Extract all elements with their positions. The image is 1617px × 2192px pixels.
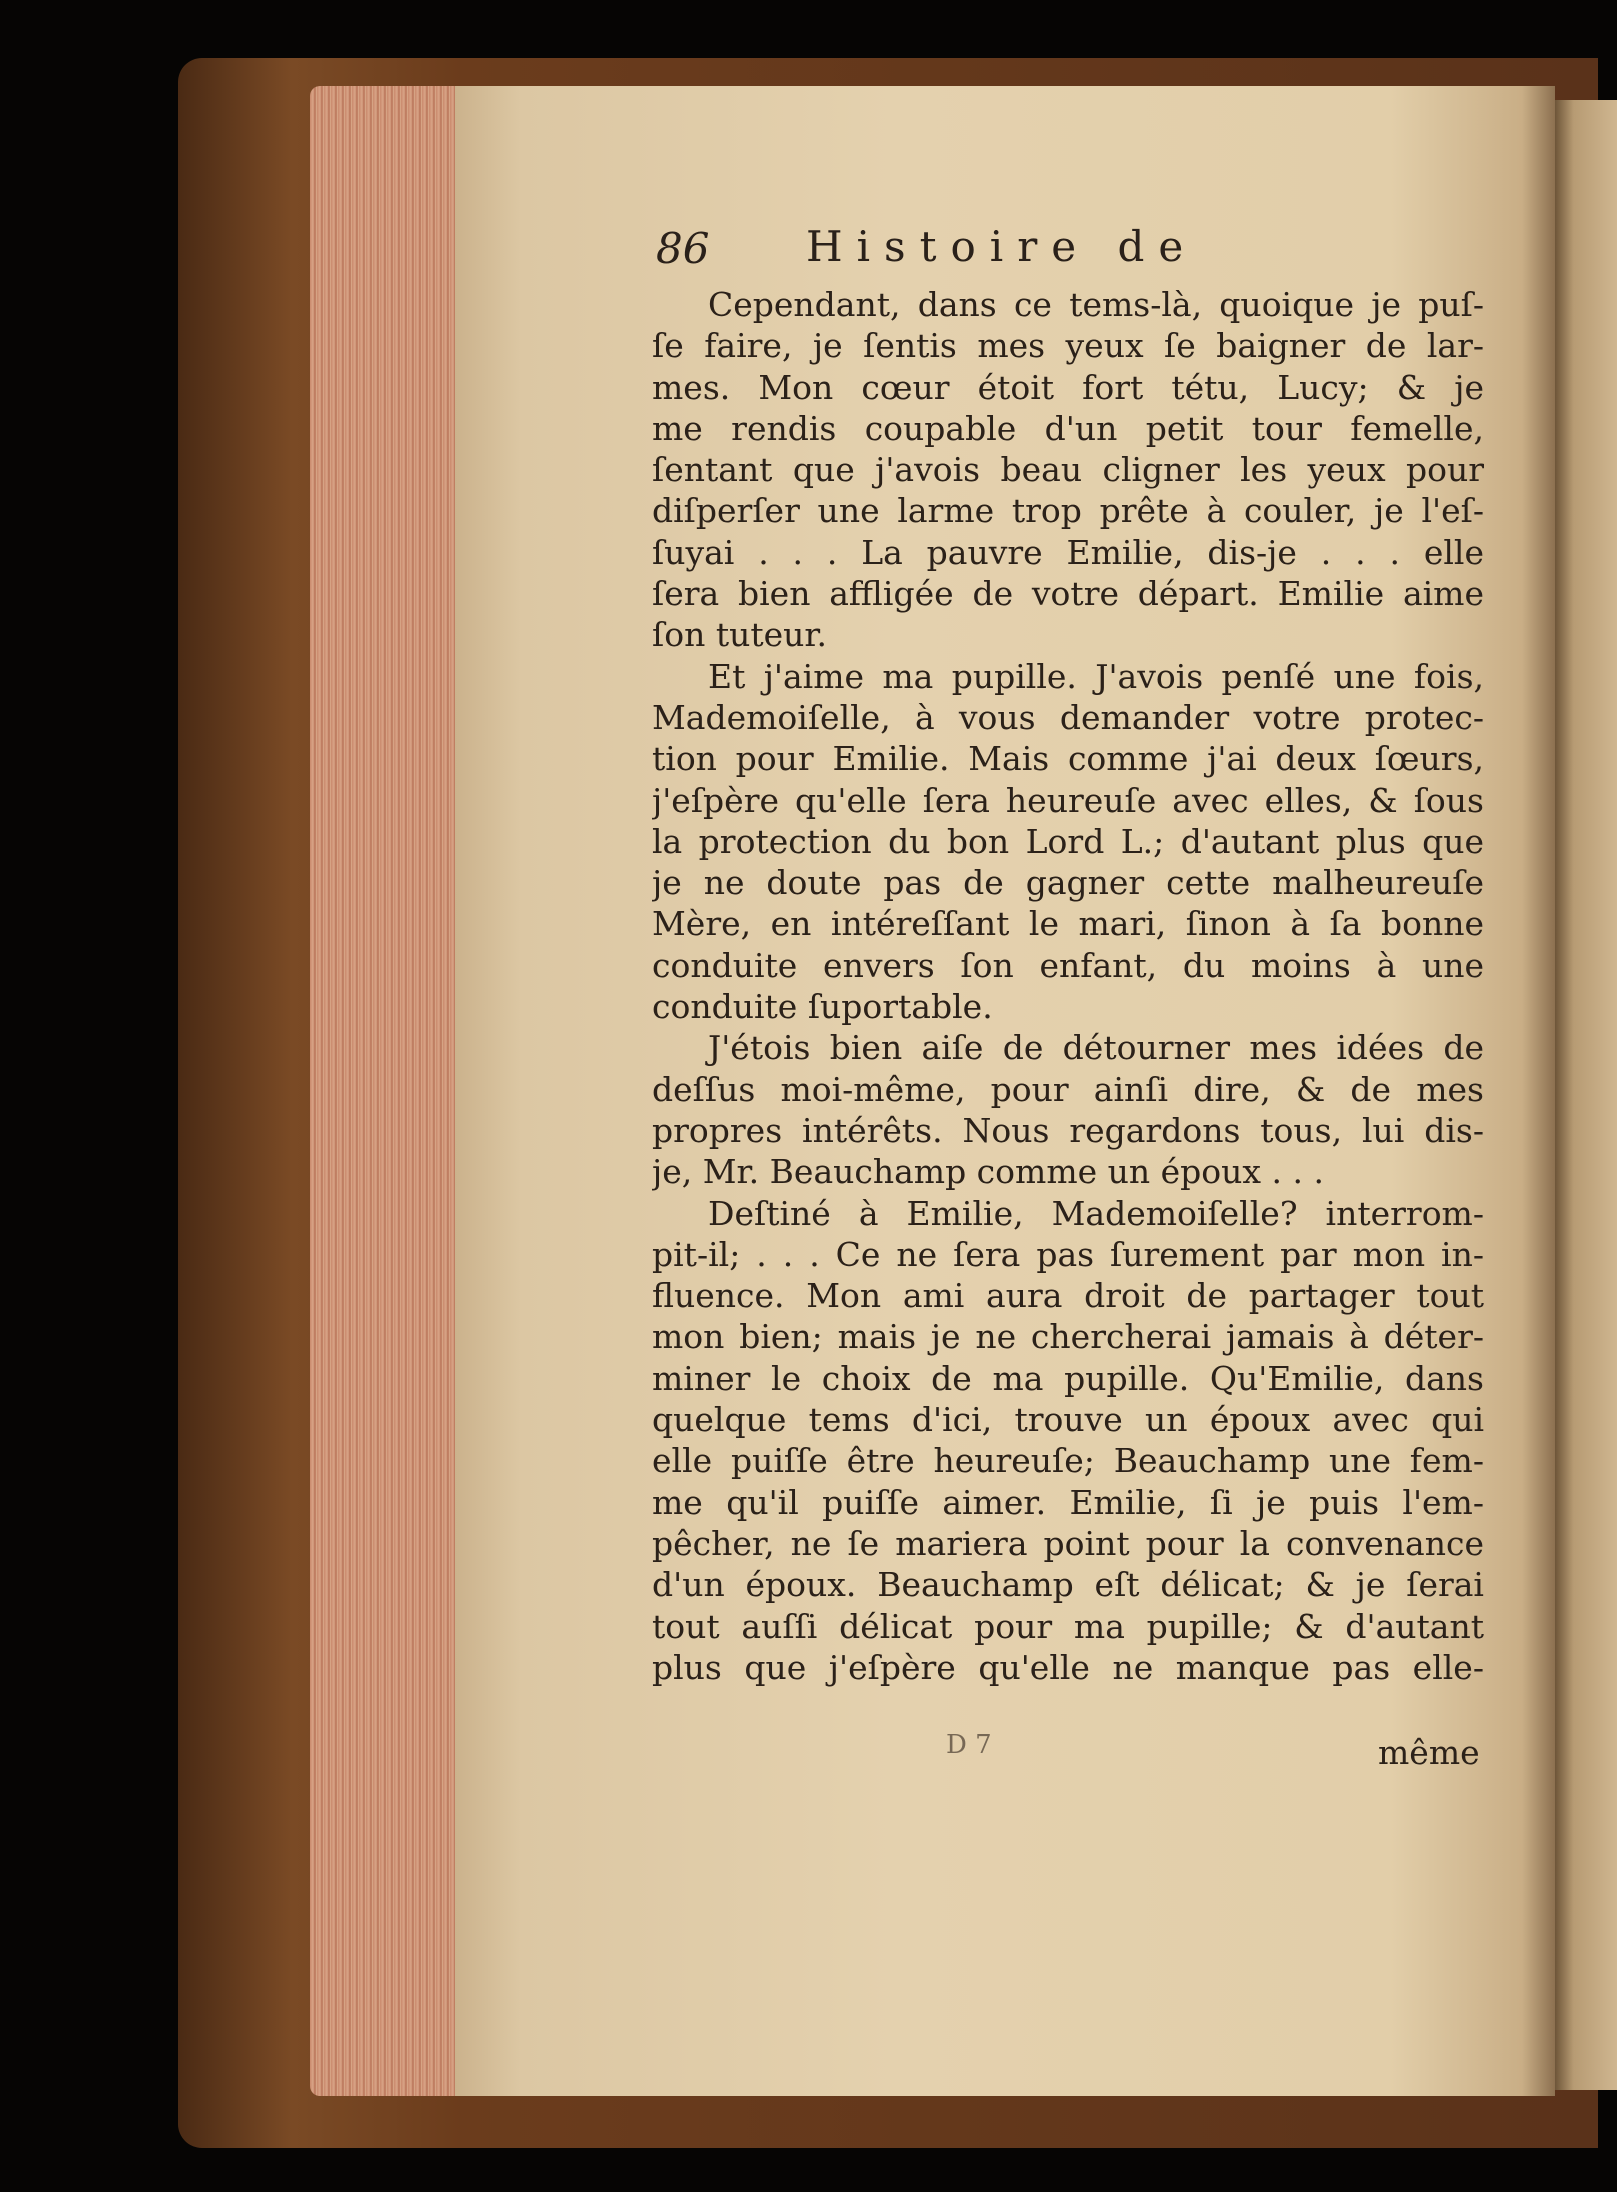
- text-line: Mademoiſelle, à vous demander votre protec-: [652, 697, 1484, 737]
- text-line: Deſtiné à Emilie, Mademoiſelle? interrom-: [708, 1193, 1484, 1233]
- text-line: propres intérêts. Nous regardons tous, lui dis-: [652, 1110, 1484, 1150]
- text-line: tout auſſi délicat pour ma pupille; & d'autant: [652, 1606, 1484, 1646]
- text-line: Et j'aime ma pupille. J'avois penſé une fois,: [708, 656, 1484, 696]
- catchword: même: [1378, 1733, 1480, 1772]
- text-line: ſe faire, je ſentis mes yeux ſe baigner de lar-: [652, 326, 1484, 366]
- text-line: mon bien; mais je ne chercherai jamais à déter-: [652, 1317, 1484, 1357]
- text-line: mes. Mon cœur étoit fort tétu, Lucy; & je: [652, 367, 1484, 407]
- text-line: me qu'il puiſſe aimer. Emilie, ſi je puis l'em-: [652, 1482, 1484, 1522]
- text-line: elle puiſſe être heureuſe; Beauchamp une fem-: [652, 1441, 1484, 1481]
- text-line: j'eſpère qu'elle ſera heureuſe avec elles, & ſous: [652, 780, 1484, 820]
- page-number: 86: [656, 224, 710, 273]
- text-line: ſon tuteur.: [652, 615, 828, 655]
- text-line: pit-il; . . . Ce ne ſera pas ſurement par mon in-: [652, 1234, 1484, 1274]
- text-line: deſſus moi-même, pour ainſi dire, & de mes: [652, 1069, 1484, 1109]
- text-line: diſperſer une larme trop prête à couler, je l'eſ-: [652, 491, 1484, 531]
- text-line: conduite envers ſon enfant, du moins à une: [652, 945, 1484, 985]
- text-line: ſera bien affligée de votre départ. Emilie aime: [652, 574, 1484, 614]
- page-edges: [310, 86, 460, 2096]
- text-line: ſentant que j'avois beau cligner les yeux pour: [652, 450, 1484, 490]
- text-line: Cependant, dans ce tems-là, quoique je puſ-: [708, 285, 1484, 324]
- text-line: quelque tems d'ici, trouve un époux avec qui: [652, 1400, 1484, 1440]
- text-line: d'un époux. Beauchamp eſt délicat; & je ſerai: [652, 1565, 1484, 1605]
- text-line: J'étois bien aiſe de détourner mes idées de: [708, 1028, 1484, 1068]
- running-head: Histoire de: [806, 222, 1198, 271]
- text-line: je, Mr. Beauchamp comme un époux . . .: [652, 1152, 1324, 1192]
- text-line: ſuyai . . . La pauvre Emilie, dis-je . . . elle: [652, 532, 1484, 572]
- page-header: [656, 222, 1476, 282]
- text-line: tion pour Emilie. Mais comme j'ai deux ſœurs,: [652, 739, 1484, 779]
- text-line: je ne doute pas de gagner cette malheureuſe: [652, 863, 1484, 903]
- text-line: plus que j'eſpère qu'elle ne manque pas elle-: [652, 1647, 1484, 1687]
- text-line: miner le choix de ma pupille. Qu'Emilie, dans: [652, 1358, 1484, 1398]
- signature-mark: D 7: [946, 1730, 992, 1760]
- body-text: [652, 284, 1484, 1688]
- text-line: conduite ſuportable.: [652, 987, 993, 1027]
- text-line: la protection du bon Lord L.; d'autant plus que: [652, 821, 1484, 861]
- facing-page-edge: [1555, 100, 1617, 2090]
- text-line: Mère, en intéreſſant le mari, ſinon à ſa bonne: [652, 904, 1484, 944]
- text-line: me rendis coupable d'un petit tour femelle,: [652, 408, 1484, 448]
- text-line: fluence. Mon ami aura droit de partager tout: [652, 1276, 1484, 1316]
- text-line: pêcher, ne ſe mariera point pour la convenance: [652, 1523, 1484, 1563]
